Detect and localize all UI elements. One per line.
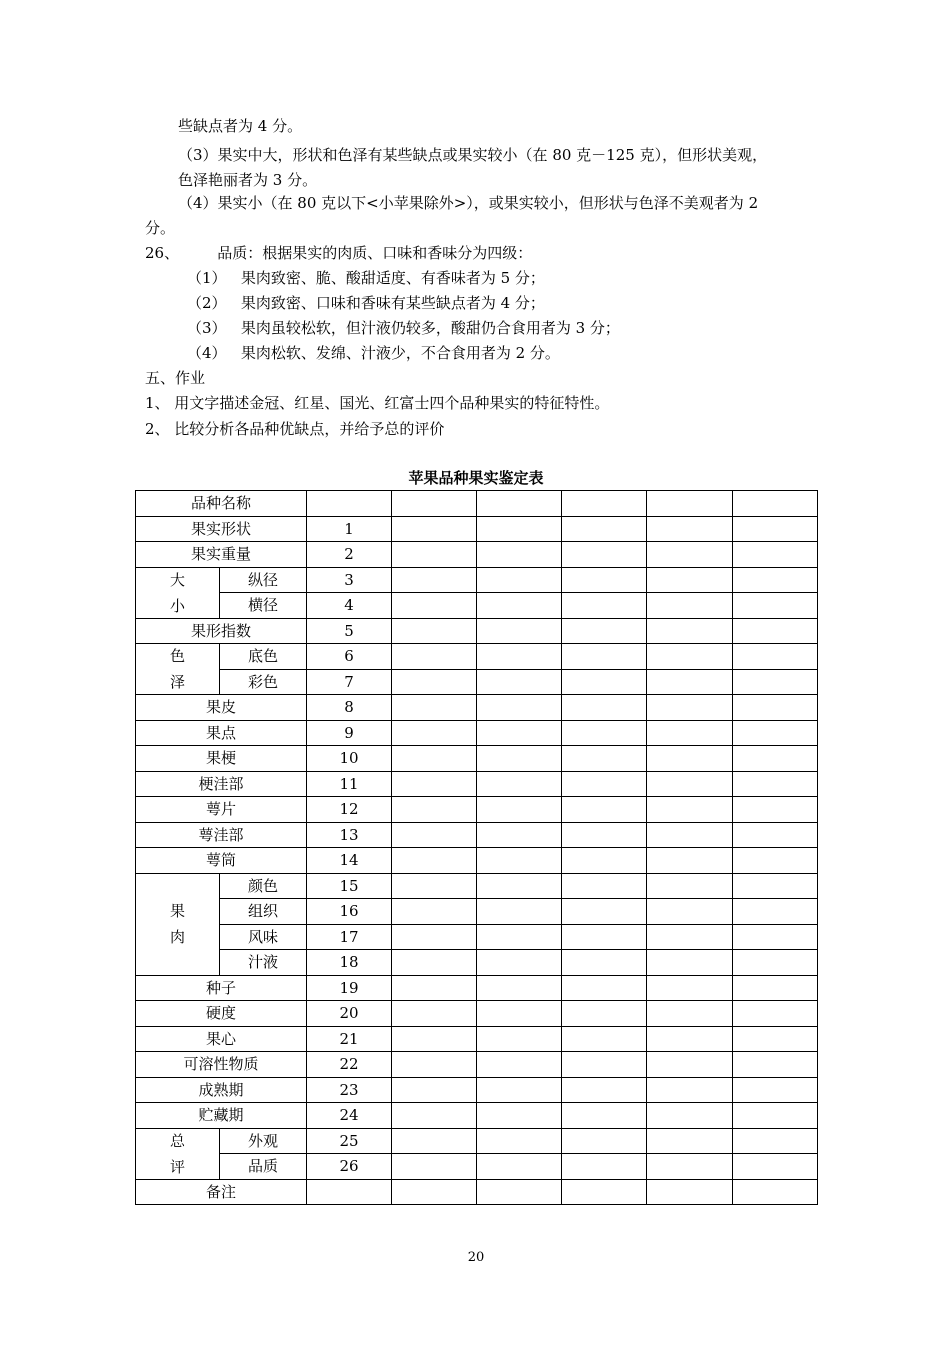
empty-cell	[477, 746, 562, 772]
empty-cell	[733, 950, 818, 976]
empty-cell	[477, 567, 562, 593]
text-line: 些缺点者为 4 分。	[178, 117, 303, 135]
empty-cell	[733, 1026, 818, 1052]
empty-cell	[562, 950, 647, 976]
empty-cell	[733, 1103, 818, 1129]
empty-cell	[647, 1154, 733, 1180]
empty-cell	[647, 644, 733, 670]
empty-cell	[733, 567, 818, 593]
empty-cell	[477, 899, 562, 925]
empty-cell	[477, 516, 562, 542]
empty-cell	[477, 1026, 562, 1052]
empty-cell	[647, 669, 733, 695]
table-row	[136, 924, 818, 950]
table-row	[136, 491, 818, 517]
empty-cell	[647, 771, 733, 797]
empty-cell	[647, 618, 733, 644]
row-number: 3	[307, 567, 392, 593]
table-row	[136, 1001, 818, 1027]
empty-cell	[647, 975, 733, 1001]
table-row	[136, 950, 818, 976]
row-label: 果实重量	[136, 542, 307, 568]
text-line: （3）果实中大，形状和色泽有某些缺点或果实较小（在 80 克－125 克），但形状美观，	[178, 146, 768, 164]
empty-cell	[733, 975, 818, 1001]
table-row	[136, 695, 818, 721]
table-row	[136, 542, 818, 568]
empty-cell	[477, 848, 562, 874]
empty-cell	[647, 593, 733, 619]
empty-cell	[562, 1179, 647, 1205]
empty-cell	[307, 491, 392, 517]
empty-cell	[392, 1026, 477, 1052]
empty-cell	[562, 1077, 647, 1103]
text-line: （4）果实小（在 80 克以下<小苹果除外>），或果实较小，但形状与色泽不美观者为 2	[178, 194, 759, 212]
empty-cell	[392, 516, 477, 542]
empty-cell	[562, 644, 647, 670]
row-label: 果心	[136, 1026, 307, 1052]
empty-cell	[562, 975, 647, 1001]
row-number: 18	[307, 950, 392, 976]
empty-cell	[562, 899, 647, 925]
empty-cell	[562, 542, 647, 568]
row-number: 1	[307, 516, 392, 542]
empty-cell	[477, 1128, 562, 1154]
empty-cell	[392, 1103, 477, 1129]
table-row	[136, 848, 818, 874]
empty-cell	[562, 1128, 647, 1154]
empty-cell	[733, 899, 818, 925]
empty-cell	[392, 618, 477, 644]
row-number: 20	[307, 1001, 392, 1027]
empty-cell	[477, 924, 562, 950]
empty-cell	[647, 542, 733, 568]
empty-cell	[392, 720, 477, 746]
table-row	[136, 797, 818, 823]
empty-cell	[733, 695, 818, 721]
empty-cell	[647, 1179, 733, 1205]
row-label: 汁液	[220, 950, 307, 976]
group-label-color: 色 泽	[136, 644, 220, 695]
quality-level-4: （4） 果肉松软、发绵、汁液少，不合食用者为 2 分。	[187, 344, 560, 362]
empty-cell	[392, 822, 477, 848]
row-label: 萼筒	[136, 848, 307, 874]
row-label: 彩色	[220, 669, 307, 695]
apple-evaluation-table	[135, 490, 818, 1205]
row-number: 14	[307, 848, 392, 874]
empty-cell	[477, 771, 562, 797]
empty-cell	[562, 746, 647, 772]
row-label: 萼洼部	[136, 822, 307, 848]
empty-cell	[562, 924, 647, 950]
empty-cell	[477, 593, 562, 619]
quality-level-2: （2） 果肉致密、口味和香味有某些缺点者为 4 分；	[187, 294, 545, 312]
table-row	[136, 746, 818, 772]
empty-cell	[733, 1154, 818, 1180]
table-row	[136, 593, 818, 619]
group-label-size: 大 小	[136, 567, 220, 618]
row-number: 11	[307, 771, 392, 797]
empty-cell	[562, 1026, 647, 1052]
table-row	[136, 1052, 818, 1078]
empty-cell	[733, 669, 818, 695]
empty-cell	[647, 567, 733, 593]
table-row	[136, 618, 818, 644]
row-label: 底色	[220, 644, 307, 670]
table-row	[136, 1154, 818, 1180]
empty-cell	[392, 950, 477, 976]
empty-cell	[733, 1077, 818, 1103]
empty-cell	[392, 1154, 477, 1180]
empty-cell	[392, 593, 477, 619]
empty-cell	[392, 1179, 477, 1205]
empty-cell	[477, 542, 562, 568]
row-number: 5	[307, 618, 392, 644]
empty-cell	[733, 542, 818, 568]
empty-cell	[562, 720, 647, 746]
row-number: 15	[307, 873, 392, 899]
empty-cell	[733, 491, 818, 517]
table-row	[136, 1026, 818, 1052]
empty-cell	[392, 924, 477, 950]
empty-cell	[733, 924, 818, 950]
empty-cell	[477, 822, 562, 848]
empty-cell	[392, 797, 477, 823]
empty-cell	[392, 695, 477, 721]
table-row	[136, 771, 818, 797]
empty-cell	[562, 771, 647, 797]
quality-level-1: （1） 果肉致密、脆、酸甜适度、有香味者为 5 分；	[187, 269, 545, 287]
empty-cell	[647, 1128, 733, 1154]
row-label: 果点	[136, 720, 307, 746]
empty-cell	[477, 669, 562, 695]
empty-cell	[562, 669, 647, 695]
row-label: 外观	[220, 1128, 307, 1154]
table-row	[136, 1179, 818, 1205]
empty-cell	[562, 797, 647, 823]
empty-cell	[562, 593, 647, 619]
empty-cell	[647, 797, 733, 823]
row-number: 8	[307, 695, 392, 721]
empty-cell	[477, 695, 562, 721]
table-row	[136, 1128, 818, 1154]
quality-level-3: （3） 果肉虽较松软，但汁液仍较多，酸甜仍合食用者为 3 分；	[187, 319, 620, 337]
row-number: 16	[307, 899, 392, 925]
table-row	[136, 516, 818, 542]
empty-cell	[733, 1052, 818, 1078]
empty-cell	[392, 975, 477, 1001]
empty-cell	[647, 1001, 733, 1027]
empty-cell	[392, 567, 477, 593]
row-label: 可溶性物质	[136, 1052, 307, 1078]
empty-cell	[392, 746, 477, 772]
header-cell: 品种名称	[136, 491, 307, 517]
row-number: 22	[307, 1052, 392, 1078]
empty-cell	[307, 1179, 392, 1205]
empty-cell	[562, 822, 647, 848]
row-label: 硬度	[136, 1001, 307, 1027]
empty-cell	[562, 1103, 647, 1129]
group-label-flesh: 果 肉	[136, 873, 220, 975]
empty-cell	[733, 797, 818, 823]
empty-cell	[733, 873, 818, 899]
empty-cell	[562, 848, 647, 874]
row-label: 纵径	[220, 567, 307, 593]
empty-cell	[733, 1001, 818, 1027]
table-row	[136, 822, 818, 848]
row-label-remarks: 备注	[136, 1179, 307, 1205]
empty-cell	[562, 567, 647, 593]
empty-cell	[647, 1077, 733, 1103]
empty-cell	[733, 746, 818, 772]
empty-cell	[647, 1103, 733, 1129]
empty-cell	[733, 516, 818, 542]
empty-cell	[562, 491, 647, 517]
empty-cell	[562, 1001, 647, 1027]
table-row	[136, 1077, 818, 1103]
empty-cell	[647, 1052, 733, 1078]
group-label-overall: 总 评	[136, 1128, 220, 1179]
table-row	[136, 567, 818, 593]
row-number: 26	[307, 1154, 392, 1180]
empty-cell	[392, 1128, 477, 1154]
empty-cell	[562, 1052, 647, 1078]
empty-cell	[477, 1154, 562, 1180]
empty-cell	[647, 924, 733, 950]
empty-cell	[733, 1179, 818, 1205]
empty-cell	[733, 848, 818, 874]
row-label: 果形指数	[136, 618, 307, 644]
empty-cell	[477, 644, 562, 670]
empty-cell	[647, 516, 733, 542]
table-row	[136, 873, 818, 899]
empty-cell	[647, 873, 733, 899]
empty-cell	[647, 1026, 733, 1052]
empty-cell	[733, 644, 818, 670]
empty-cell	[647, 848, 733, 874]
empty-cell	[477, 1179, 562, 1205]
row-number: 13	[307, 822, 392, 848]
row-label: 横径	[220, 593, 307, 619]
text-line: 分。	[145, 219, 176, 237]
table-row	[136, 720, 818, 746]
row-label: 贮藏期	[136, 1103, 307, 1129]
empty-cell	[392, 669, 477, 695]
empty-cell	[647, 491, 733, 517]
row-number: 7	[307, 669, 392, 695]
table-row	[136, 1103, 818, 1129]
empty-cell	[562, 873, 647, 899]
row-label: 种子	[136, 975, 307, 1001]
empty-cell	[647, 746, 733, 772]
row-number: 23	[307, 1077, 392, 1103]
row-number: 12	[307, 797, 392, 823]
empty-cell	[392, 542, 477, 568]
table-title: 苹果品种果实鉴定表	[408, 469, 544, 487]
empty-cell	[392, 1001, 477, 1027]
row-number: 25	[307, 1128, 392, 1154]
homework-item-2: 2、 比较分析各品种优缺点，并给予总的评价	[145, 420, 445, 438]
empty-cell	[647, 695, 733, 721]
row-number: 9	[307, 720, 392, 746]
empty-cell	[392, 899, 477, 925]
row-label: 风味	[220, 924, 307, 950]
empty-cell	[477, 1001, 562, 1027]
row-number: 21	[307, 1026, 392, 1052]
row-number: 10	[307, 746, 392, 772]
table-row	[136, 644, 818, 670]
empty-cell	[477, 720, 562, 746]
empty-cell	[477, 1052, 562, 1078]
table-row	[136, 669, 818, 695]
empty-cell	[477, 491, 562, 517]
row-number: 6	[307, 644, 392, 670]
empty-cell	[477, 797, 562, 823]
empty-cell	[647, 720, 733, 746]
row-label: 果实形状	[136, 516, 307, 542]
empty-cell	[562, 1154, 647, 1180]
empty-cell	[477, 950, 562, 976]
row-label: 品质	[220, 1154, 307, 1180]
text-line: 色泽艳丽者为 3 分。	[178, 171, 318, 189]
empty-cell	[562, 516, 647, 542]
section-heading-homework: 五、作业	[145, 369, 206, 387]
page-number: 20	[467, 1250, 485, 1265]
empty-cell	[392, 1077, 477, 1103]
empty-cell	[733, 618, 818, 644]
empty-cell	[392, 644, 477, 670]
empty-cell	[392, 771, 477, 797]
row-label: 萼片	[136, 797, 307, 823]
row-label: 组织	[220, 899, 307, 925]
empty-cell	[733, 720, 818, 746]
empty-cell	[647, 950, 733, 976]
empty-cell	[562, 618, 647, 644]
table-row	[136, 899, 818, 925]
empty-cell	[392, 873, 477, 899]
empty-cell	[477, 1103, 562, 1129]
homework-item-1: 1、 用文字描述金冠、红星、国光、红富士四个品种果实的特征特性。	[145, 394, 610, 412]
empty-cell	[647, 822, 733, 848]
row-label: 果皮	[136, 695, 307, 721]
row-label: 果梗	[136, 746, 307, 772]
row-label: 成熟期	[136, 1077, 307, 1103]
section-26-heading: 26、 品质：根据果实的肉质、口味和香味分为四级：	[145, 244, 533, 262]
empty-cell	[477, 975, 562, 1001]
empty-cell	[392, 1052, 477, 1078]
row-label: 颜色	[220, 873, 307, 899]
table-row	[136, 975, 818, 1001]
empty-cell	[647, 899, 733, 925]
empty-cell	[392, 848, 477, 874]
row-number: 4	[307, 593, 392, 619]
row-number: 19	[307, 975, 392, 1001]
empty-cell	[562, 695, 647, 721]
empty-cell	[477, 618, 562, 644]
row-number: 2	[307, 542, 392, 568]
empty-cell	[733, 771, 818, 797]
row-label: 梗洼部	[136, 771, 307, 797]
empty-cell	[392, 491, 477, 517]
row-number: 17	[307, 924, 392, 950]
empty-cell	[733, 593, 818, 619]
row-number: 24	[307, 1103, 392, 1129]
empty-cell	[733, 822, 818, 848]
empty-cell	[477, 1077, 562, 1103]
empty-cell	[733, 1128, 818, 1154]
empty-cell	[477, 873, 562, 899]
